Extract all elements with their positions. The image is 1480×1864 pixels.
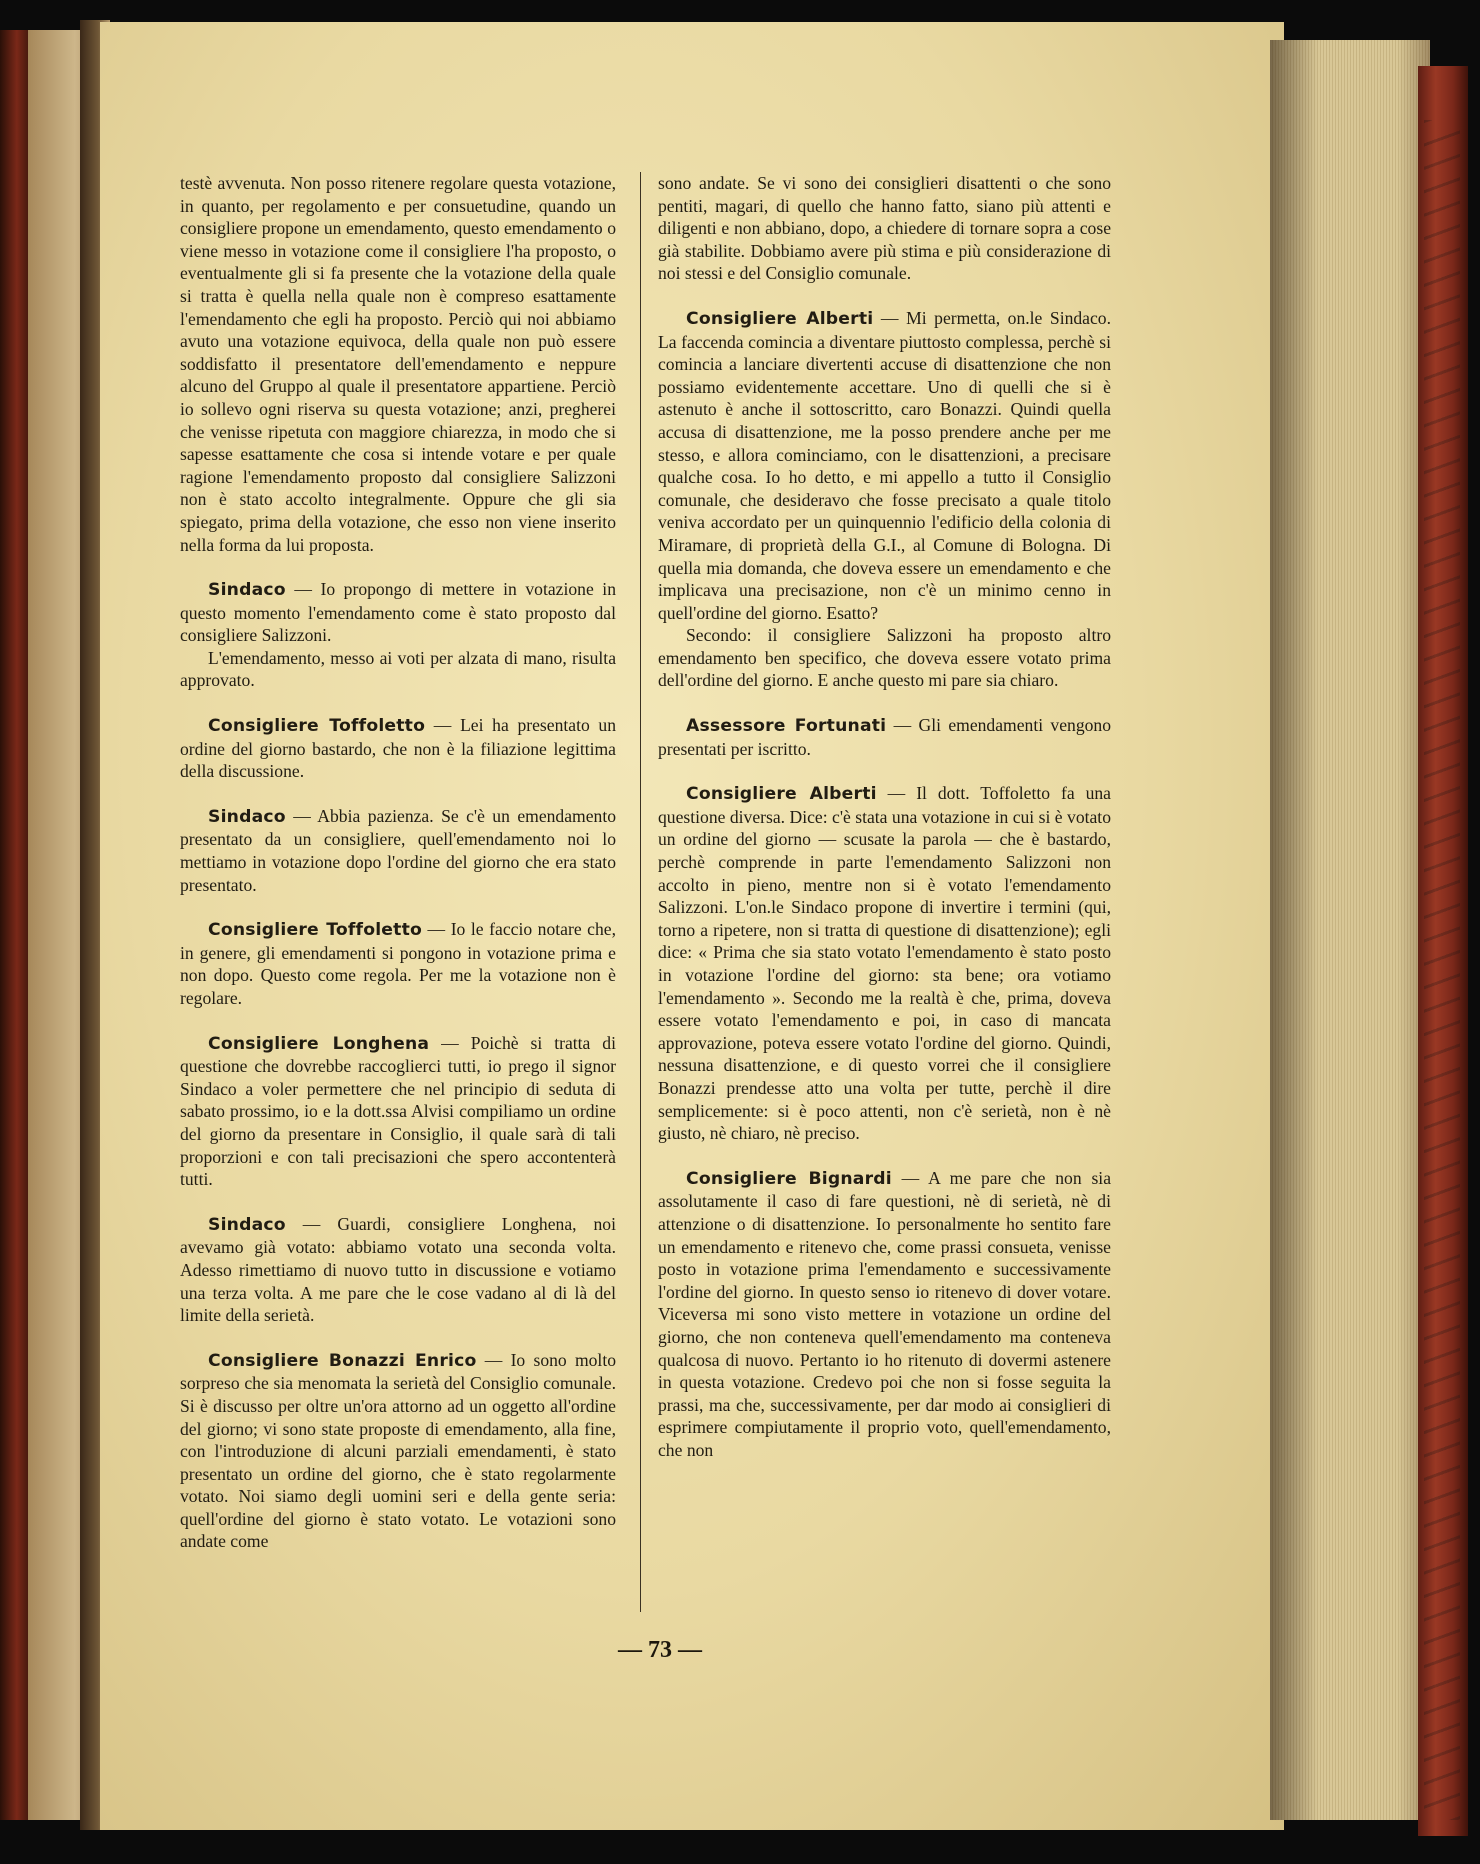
paragraph-text: Io le faccio notare che, in genere, gli emendamenti si pongono in votazione prima e non dopo. Questo come regola. Per me la votazione non è regolare. xyxy=(180,919,616,1008)
paragraph-text: Lei ha presentato un ordine del giorno bastardo, che non è la filiazione legittima della discussione. xyxy=(180,715,617,782)
paragraph-text: Poichè si tratta di questione che dovrebbe raccoglierci tutti, io prego il signor Sindaco a voler permettere che nel principio di seduta di sabato prossimo, io e la dott.ssa Alvisi compiliamo un ordine del giorno da presentare in Consiglio, il quale sarà di tali proporzioni e con tali precisazioni che spero accontenterà tutti. xyxy=(180,1032,616,1190)
speaker-name: Consigliere Toffoletto xyxy=(208,920,422,941)
speaker-name: Consigliere Alberti xyxy=(686,308,874,329)
speaker-name: Sindaco xyxy=(208,806,286,827)
speech-entry xyxy=(180,805,616,896)
left-text-column xyxy=(180,172,616,1553)
paragraph: Consigliere Toffoletto — Io le faccio notare che, in genere, gli emendamenti si pongono in votazione prima e non dopo. Questo come regola. Per me la votazione non è regolare. xyxy=(180,919,616,1008)
paragraph: Assessore Fortunati — Gli emendamenti vengono presentati per iscritto. xyxy=(658,715,1112,759)
paragraph: Consigliere Alberti — Mi permetta, on.le Sindaco. La faccenda comincia a diventare piuttosto complessa, perchè si comincia a lanciare divertenti accuse di disattenzione che non possiamo evidentemente accettare. Uno di quelli che si è astenuto è anche il sottoscritto, caro Bonazzi. Quindi quella accusa di disattenzione, me la posso prendere anche per me stesso, e allora cominciamo, con le disattenzioni, a precisare qualche cosa. Io ho detto, e mi appello a tutto il Consiglio comunale, che desideravo che fosse precisato a quale titolo veniva accordato per un quinquennio l'edificio della colonia di Miramare, di proprietà della G.I., al Comune di Bologna. Di quella mia domanda, che doveva essere un emendamento e che implicava una precisazione, non c'è un minimo cenno in quell'ordine del giorno. Esatto? xyxy=(658,307,1111,623)
speaker-name: Sindaco xyxy=(208,1214,286,1235)
continued-text xyxy=(658,172,1111,285)
speech-entry xyxy=(658,1167,1111,1462)
speaker-name: Assessore Fortunati xyxy=(686,716,887,737)
paragraph: Consigliere Alberti — Il dott. Toffoletto fa una questione diversa. Dice: c'è stata una votazione in cui si è votato un ordine del giorno — scusate la parola — che è bastardo, perchè comprende in parte l'emendamento Salizzoni non accolto in pieno, mentre non si è votato l'emendamento Salizzoni. L'on.le Sindaco propone di invertire i termini (qui, torno a ripetere, non si tratta di questione di disattenzione); egli dice: « Prima che sia stato votato l'emendamento è stato posto in votazione l'ordine del giorno: sta bene; ora votiamo l'emendamento ». Secondo me la realtà è che, prima, doveva essere votato l'emendamento e poi, in caso di mancata approvazione, poteva essere votato l'ordine del giorno. Quindi, nessuna disattenzione, e di questo vorrei che il consigliere Bonazzi prendesse atto una volta per tutte, perchè il dire semplicemente: si è poco attenti, non c'è serietà, non è nè giusto, nè chiaro, nè preciso. xyxy=(658,783,1111,1144)
paragraph-text: Guardi, consigliere Longhena, noi avevamo già votato: abbiamo votato una seconda volta. Adesso rimettiamo di nuovo tutto in discussione e votiamo una terza volta. A me pare che le cose vadano al di là del limite della serietà. xyxy=(180,1213,616,1326)
speaker-name: Consigliere Bonazzi Enrico xyxy=(208,1350,477,1371)
speaker-name: Consigliere Alberti xyxy=(686,784,877,805)
paragraph-text: Mi permetta, on.le Sindaco. La faccenda comincia a diventare piuttosto complessa, perchè si comincia a lanciare divertenti accuse di disattenzione che non possiamo evidentemente accettare. Uno di quelli che si è astenuto è anche il sottoscritto, caro Bonazzi. Quindi quella accusa di disattenzione, me la posso prendere anche per me stesso, e allora cominciamo, con le disattenzioni, a precisare qualche cosa. Io ho detto, e mi appello a tutto il Consiglio comunale, che desideravo che fosse precisato a quale titolo veniva accordato per un quinquennio l'edificio della colonia di Miramare, di proprietà della G.I., al Comune di Bologna. Di quella mia domanda, che doveva essere un emendamento e che implicava una precisazione, non c'è un minimo cenno in quell'ordine del giorno. Esatto? xyxy=(658,307,1111,623)
speech-entry xyxy=(180,1349,616,1553)
paragraph xyxy=(658,624,1111,692)
paragraph-text: Gli emendamenti vengono presentati per iscritto. xyxy=(658,715,1112,759)
speaker-name: Consigliere Toffoletto xyxy=(208,716,426,737)
paragraph-text: L'emendamento, messo ai voti per alzata di mano, risulta approvato. xyxy=(180,647,616,691)
speech-entry xyxy=(658,714,1111,760)
paragraph: Consigliere Bignardi — A me pare che non sia assolutamente il caso di fare questioni, nè di serietà, nè di attenzione o di disattenzione. Io personalmente ho sentito fare un emendamento e ritenevo che, come prassi consueta, venisse posto in votazione prima l'emendamento e successivamente l'ordine del giorno. In questo senso io ritenevo di dover votare. Viceversa mi sono visto mettere in votazione un ordine del giorno, che non conteneva quell'emendamento ma conteneva qualcosa di nuovo. Pertanto io ho ritenuto di dovermi astenere in questa votazione. Credevo poi che non si fosse seguita la prassi, ma che, successivamente, per dar modo ai consiglieri di esprimere compiutamente il proprio voto, quell'emendamento, che non xyxy=(658,1167,1112,1460)
paragraph xyxy=(180,647,616,692)
right-text-column xyxy=(658,172,1111,1461)
speech-entry xyxy=(180,578,616,692)
speech-entry xyxy=(180,918,616,1009)
speech-entry xyxy=(180,1032,616,1191)
paragraph-text: Secondo: il consigliere Salizzoni ha proposto altro emendamento ben specifico, che doveva essere votato prima dell'ordine del giorno. E anche questo mi pare sia chiaro. xyxy=(658,625,1111,691)
paragraph xyxy=(180,172,616,556)
speech-entry xyxy=(180,714,616,783)
paragraph-text: Io sono molto sorpreso che sia menomata la serietà del Consiglio comunale. Si è discusso per oltre un'ora attorno ad un oggetto all'ordine del giorno; vi sono state proposte di emendamento, alla fine, con l'introduzione di alcuni parziali emendamenti, è stato presentato un ordine del giorno, che è stato regolarmente votato. Noi siamo degli uomini seri e della gente seria: quell'ordine del giorno è stato votato. Le votazioni sono andate come xyxy=(180,1349,617,1552)
paragraph: Consigliere Longhena — Poichè si tratta di questione che dovrebbe raccoglierci tutti, io prego il signor Sindaco a voler permettere che nel principio di seduta di sabato prossimo, io e la dott.ssa Alvisi compiliamo un ordine del giorno da presentare in Consiglio, il quale sarà di tali proporzioni e con tali precisazioni che spero accontenterà tutti. xyxy=(180,1032,616,1190)
speech-entry xyxy=(658,307,1111,692)
paragraph xyxy=(658,172,1111,285)
paragraph: Consigliere Bonazzi Enrico — Io sono molto sorpreso che sia menomata la serietà del Consiglio comunale. Si è discusso per oltre un'ora attorno ad un oggetto all'ordine del giorno; vi sono state proposte di emendamento, alla fine, con l'introduzione di alcuni parziali emendamenti, è stato presentato un ordine del giorno, che è stato regolarmente votato. Noi siamo degli uomini seri e della gente seria: quell'ordine del giorno è stato votato. Le votazioni sono andate come xyxy=(180,1349,617,1552)
column-divider xyxy=(640,172,641,1612)
page-number: — 73 — xyxy=(618,1637,702,1663)
paragraph-text: Io propongo di mettere in votazione in questo momento l'emendamento come è stato proposto dal consigliere Salizzoni. xyxy=(180,579,616,646)
speech-entry xyxy=(180,1213,616,1327)
speech-entry xyxy=(658,782,1111,1145)
left-book-spine xyxy=(0,30,28,1820)
continued-text xyxy=(180,172,616,556)
paragraph: Consigliere Toffoletto — Lei ha presentato un ordine del giorno bastardo, che non è la filiazione legittima della discussione. xyxy=(180,715,617,782)
speaker-name: Consigliere Longhena xyxy=(208,1033,430,1054)
paragraph-text: sono andate. Se vi sono dei consiglieri disattenti o che sono pentiti, magari, di quello che hanno fatto, siano più attenti e diligenti e non abbiano, dopo, a chiedere di tornare sopra a cose già stabilite. Dobbiamo avere più stima e più considerazione di noi stessi e del Consiglio comunale. xyxy=(658,173,1111,284)
paragraph-text: Abbia pazienza. Se c'è un emendamento presentato da un consigliere, quell'emendamento noi lo mettiamo in votazione dopo l'ordine del giorno che era stato presentato. xyxy=(180,805,617,895)
paragraph-text: Il dott. Toffoletto fa una questione diversa. Dice: c'è stata una votazione in cui si è votato un ordine del giorno — scusate la parola — che è bastardo, perchè comprende in parte l'emendamento Salizzoni non accolto in pieno, mentre non si è votato l'emendamento Salizzoni. L'on.le Sindaco propone di invertire i termini (qui, torno a ripetere, non si tratta di questione di disattenzione); egli dice: « Prima che sia stato votato l'emendamento è stato posto in votazione l'ordine del giorno: sta bene; ora votiamo l'emendamento ». Secondo me la realtà è che, prima, doveva essere votato l'emendamento e poi, in caso di mancata approvazione, poteva essere votato l'ordine del giorno. Quindi, nessuna disattenzione, e di questo vorrei che il consigliere Bonazzi prendesse atto una volta per tutte, perchè il dire semplicemente: si è poco attenti, non c'è serietà, non è nè giusto, nè chiaro, nè preciso. xyxy=(658,783,1111,1144)
speaker-name: Consigliere Bignardi xyxy=(686,1168,892,1189)
speaker-name: Sindaco xyxy=(208,580,286,601)
cover-marbling xyxy=(1424,120,1460,1820)
paragraph-text: A me pare che non sia assolutamente il caso di fare questioni, nè di serietà, nè di attenzione o di disattenzione. Io personalmente ho sentito fare un emendamento e ritenevo che, come prassi consueta, venisse posto in votazione prima l'emendamento e successivamente l'ordine del giorno. In questo senso io ritenevo di dover votare. Viceversa mi sono visto mettere in votazione un ordine del giorno, che non conteneva quell'emendamento ma conteneva qualcosa di nuovo. Pertanto io ho ritenuto di dovermi astenere in questa votazione. Credevo poi che non si fosse seguita la prassi, ma che, successivamente, per dar modo ai consiglieri di esprimere compiutamente il proprio voto, quell'emendamento, che non xyxy=(658,1167,1112,1460)
paragraph: Sindaco — Abbia pazienza. Se c'è un emendamento presentato da un consigliere, quell'emendamento noi lo mettiamo in votazione dopo l'ordine del giorno che era stato presentato. xyxy=(180,805,617,895)
page-stack-shadow xyxy=(1270,40,1430,1820)
paragraph: Sindaco — Guardi, consigliere Longhena, noi avevamo già votato: abbiamo votato una seconda volta. Adesso rimettiamo di nuovo tutto in discussione e votiamo una terza volta. A me pare che le cose vadano al di là del limite della serietà. xyxy=(180,1213,616,1326)
paragraph: Sindaco — Io propongo di mettere in votazione in questo momento l'emendamento come è stato proposto dal consigliere Salizzoni. xyxy=(180,579,616,646)
paragraph-text: testè avvenuta. Non posso ritenere regolare questa votazione, in quanto, per regolamento e per consuetudine, quando un consigliere propone un emendamento, questo emendamento o viene messo in votazione come il consigliere l'ha proposto, o eventualmente gli si fa presente che la votazione della quale si tratta è quella nella quale non è compreso esattamente l'emendamento che egli ha proposto. Perciò qui noi abbiamo avuto una votazione equivoca, della quale non può essere soddisfatto il presentatore dell'emendamento e neppure alcuno del Gruppo al quale il presentatore appartiene. Perciò io sollevo ogni riserva su questa votazione; anzi, pregherei che venisse ripetuta con maggiore chiarezza, in modo che si sapesse esattamente che cosa si intende votare e per quale ragione l'emendamento proposto dal consigliere Salizzoni non è stato accolto integralmente. Oppure che gli sia spiegato, prima della votazione, che esso non viene inserito nella forma da lui proposta. xyxy=(180,173,616,555)
